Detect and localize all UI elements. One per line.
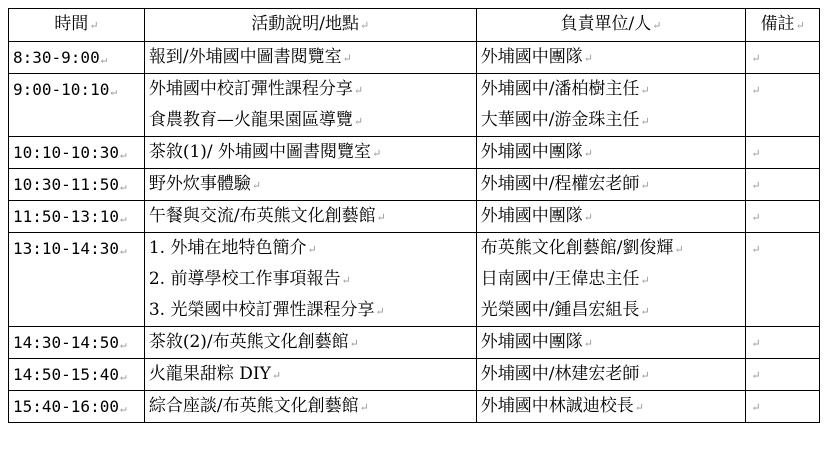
- time-cell: [9, 233, 145, 327]
- note-cell: [746, 201, 820, 233]
- activity-cell: [144, 42, 476, 74]
- activity-line: [149, 201, 472, 232]
- unit-text: 外埔國中團隊: [480, 206, 583, 226]
- activity-text: 野外炊事體驗: [148, 174, 251, 194]
- paragraph-mark: ↵: [751, 211, 761, 224]
- note-cell: [746, 137, 820, 169]
- unit-cell: [476, 201, 746, 233]
- paragraph-mark: ↵: [640, 305, 650, 318]
- paragraph-mark: ↵: [89, 19, 99, 32]
- time-cell: [9, 169, 145, 201]
- table-row: [9, 391, 820, 423]
- note-cell: [746, 391, 820, 423]
- paragraph-mark: ↵: [100, 53, 108, 66]
- time-cell: [9, 327, 145, 359]
- schedule-table: [8, 8, 820, 423]
- note-cell: [746, 359, 820, 391]
- header-unit: [476, 9, 746, 42]
- paragraph-mark: ↵: [119, 244, 127, 257]
- time-line: [13, 74, 140, 105]
- table-row: [9, 169, 820, 201]
- note-cell: [746, 327, 820, 359]
- paragraph-mark: ↵: [353, 84, 364, 97]
- paragraph-mark: ↵: [640, 179, 650, 192]
- note-line: [750, 137, 815, 168]
- header-unit-label: 負責單位/人: [560, 14, 652, 34]
- unit-line: [481, 264, 742, 295]
- activity-text: 火龍果甜粽 DIY: [148, 364, 271, 384]
- unit-line: [481, 42, 742, 73]
- time-text: 8:30-9:00: [13, 48, 100, 67]
- note-line: [750, 327, 815, 358]
- header-activity-label: 活動說明/地點: [251, 14, 360, 34]
- table-row: [9, 74, 820, 137]
- paragraph-mark: ↵: [110, 85, 117, 98]
- unit-text: 大華國中/游金珠主任: [480, 110, 640, 130]
- unit-text: 外埔國中團隊: [480, 47, 583, 67]
- paragraph-mark: ↵: [640, 84, 650, 97]
- document-page: [8, 8, 820, 423]
- time-text: 10:10-10:30: [13, 143, 119, 162]
- activity-text: 2. 前導學校工作事項報告: [148, 269, 341, 289]
- time-text: 14:30-14:50: [13, 333, 119, 352]
- unit-text: 光榮國中/鍾昌宏組長: [480, 300, 640, 320]
- activity-text: 外埔國中校訂彈性課程分享: [148, 79, 353, 99]
- paragraph-mark: ↵: [751, 337, 761, 350]
- activity-text: 午餐與交流/布英熊文化創藝館: [148, 206, 376, 226]
- unit-line: [481, 169, 742, 200]
- paragraph-mark: ↵: [119, 180, 127, 193]
- unit-text: 外埔國中/林建宏老師: [480, 364, 640, 384]
- note-line: [750, 233, 815, 264]
- time-cell: [9, 201, 145, 233]
- paragraph-mark: ↵: [372, 147, 382, 160]
- paragraph-mark: ↵: [751, 179, 761, 192]
- activity-line: [149, 42, 472, 73]
- paragraph-mark: ↵: [342, 52, 352, 65]
- time-cell: [9, 74, 145, 137]
- paragraph-mark: ↵: [271, 369, 282, 382]
- unit-cell: [476, 137, 746, 169]
- unit-line: [481, 295, 742, 326]
- table-row: [9, 233, 820, 327]
- paragraph-mark: ↵: [119, 338, 127, 351]
- table-row: [9, 42, 820, 74]
- paragraph-mark: ↵: [674, 243, 684, 256]
- time-cell: [9, 359, 145, 391]
- time-line: [13, 327, 140, 358]
- time-line: [13, 169, 140, 200]
- schedule-body: [9, 42, 820, 423]
- unit-text: 外埔國中團隊: [480, 142, 583, 162]
- time-line: [13, 201, 140, 232]
- activity-cell: [144, 327, 476, 359]
- paragraph-mark: ↵: [583, 211, 593, 224]
- header-note-label: 備註: [760, 14, 795, 34]
- time-line: [13, 137, 140, 168]
- paragraph-mark: ↵: [795, 19, 805, 32]
- paragraph-mark: ↵: [307, 243, 317, 256]
- paragraph-mark: ↵: [640, 369, 650, 382]
- unit-cell: [476, 169, 746, 201]
- table-row: [9, 359, 820, 391]
- note-line: [750, 201, 815, 232]
- header-activity: [144, 9, 476, 42]
- activity-cell: [144, 391, 476, 423]
- activity-cell: [144, 233, 476, 327]
- paragraph-mark: ↵: [640, 115, 650, 128]
- paragraph-mark: ↵: [751, 369, 761, 382]
- time-line: [13, 359, 140, 390]
- unit-text: 日南國中/王偉忠主任: [480, 269, 640, 289]
- unit-line: [481, 137, 742, 168]
- paragraph-mark: ↵: [751, 84, 761, 97]
- unit-cell: [476, 391, 746, 423]
- unit-line: [481, 327, 742, 358]
- activity-cell: [144, 137, 476, 169]
- time-cell: [9, 42, 145, 74]
- time-cell: [9, 137, 145, 169]
- note-line: [750, 169, 815, 200]
- header-note: [746, 9, 820, 42]
- unit-cell: [476, 42, 746, 74]
- paragraph-mark: ↵: [119, 402, 127, 415]
- unit-text: 外埔國中林誠迪校長: [480, 396, 634, 416]
- activity-cell: [144, 359, 476, 391]
- unit-line: [481, 105, 742, 136]
- unit-text: 外埔國中/程權宏老師: [480, 174, 640, 194]
- activity-line: [149, 137, 472, 168]
- paragraph-mark: ↵: [583, 337, 593, 350]
- activity-cell: [144, 169, 476, 201]
- paragraph-mark: ↵: [376, 211, 386, 224]
- time-text: 13:10-14:30: [13, 239, 119, 258]
- unit-line: [481, 74, 742, 105]
- unit-cell: [476, 359, 746, 391]
- paragraph-mark: ↵: [375, 305, 385, 318]
- paragraph-mark: ↵: [119, 212, 127, 225]
- header-time-label: 時間: [54, 14, 89, 34]
- activity-text: 食農教育—火龍果園區導覽: [148, 110, 353, 130]
- note-line: [750, 42, 815, 73]
- activity-line: [149, 105, 472, 136]
- unit-line: [481, 391, 742, 422]
- paragraph-mark: ↵: [359, 401, 369, 414]
- paragraph-mark: ↵: [652, 19, 662, 32]
- table-row: [9, 201, 820, 233]
- unit-cell: [476, 327, 746, 359]
- header-time: [9, 9, 145, 42]
- time-line: [13, 233, 140, 264]
- paragraph-mark: ↵: [583, 147, 593, 160]
- paragraph-mark: ↵: [583, 52, 593, 65]
- paragraph-mark: ↵: [119, 148, 127, 161]
- time-text: 14:50-15:40: [13, 365, 119, 384]
- paragraph-mark: ↵: [349, 337, 359, 350]
- activity-line: [149, 295, 472, 326]
- note-cell: [746, 233, 820, 327]
- table-row: [9, 137, 820, 169]
- note-line: [750, 359, 815, 390]
- paragraph-mark: ↵: [751, 401, 761, 414]
- activity-text: 茶敘(1)/ 外埔國中圖書閱覽室: [148, 142, 372, 162]
- note-line: [750, 391, 815, 422]
- time-line: [13, 391, 140, 422]
- time-text: 15:40-16:00: [13, 397, 119, 416]
- unit-line: [481, 359, 742, 390]
- activity-text: 3. 光榮國中校訂彈性課程分享: [148, 300, 375, 320]
- unit-cell: [476, 74, 746, 137]
- activity-text: 1. 外埔在地特色簡介: [148, 238, 307, 258]
- header-row: [9, 9, 820, 42]
- paragraph-mark: ↵: [341, 274, 351, 287]
- activity-line: [149, 391, 472, 422]
- paragraph-mark: ↵: [751, 52, 761, 65]
- activity-line: [149, 233, 472, 264]
- paragraph-mark: ↵: [353, 115, 364, 128]
- time-text: 10:30-11:50: [13, 175, 119, 194]
- unit-cell: [476, 233, 746, 327]
- activity-text: 茶敘(2)/布英熊文化創藝館: [148, 332, 349, 352]
- paragraph-mark: ↵: [251, 179, 262, 192]
- paragraph-mark: ↵: [751, 243, 761, 256]
- time-text: 11:50-13:10: [13, 207, 119, 226]
- activity-line: [149, 74, 472, 105]
- note-cell: [746, 169, 820, 201]
- note-line: [750, 74, 815, 105]
- note-cell: [746, 74, 820, 137]
- time-text: 9:00-10:10: [13, 80, 110, 99]
- unit-text: 布英熊文化創藝館/劉俊輝: [480, 238, 674, 258]
- activity-cell: [144, 74, 476, 137]
- activity-line: [149, 327, 472, 358]
- paragraph-mark: ↵: [634, 401, 644, 414]
- activity-line: [149, 359, 472, 390]
- unit-text: 外埔國中/潘柏樹主任: [480, 79, 640, 99]
- unit-line: [481, 233, 742, 264]
- activity-text: 綜合座談/布英熊文化創藝館: [148, 396, 359, 416]
- paragraph-mark: ↵: [119, 370, 127, 383]
- unit-text: 外埔國中團隊: [480, 332, 583, 352]
- activity-text: 報到/外埔國中圖書閱覽室: [148, 47, 342, 67]
- paragraph-mark: ↵: [360, 19, 370, 32]
- activity-line: [149, 264, 472, 295]
- paragraph-mark: ↵: [751, 147, 761, 160]
- time-line: [13, 42, 140, 73]
- activity-line: [149, 169, 472, 200]
- activity-cell: [144, 201, 476, 233]
- note-cell: [746, 42, 820, 74]
- time-cell: [9, 391, 145, 423]
- unit-line: [481, 201, 742, 232]
- table-row: [9, 327, 820, 359]
- paragraph-mark: ↵: [640, 274, 650, 287]
